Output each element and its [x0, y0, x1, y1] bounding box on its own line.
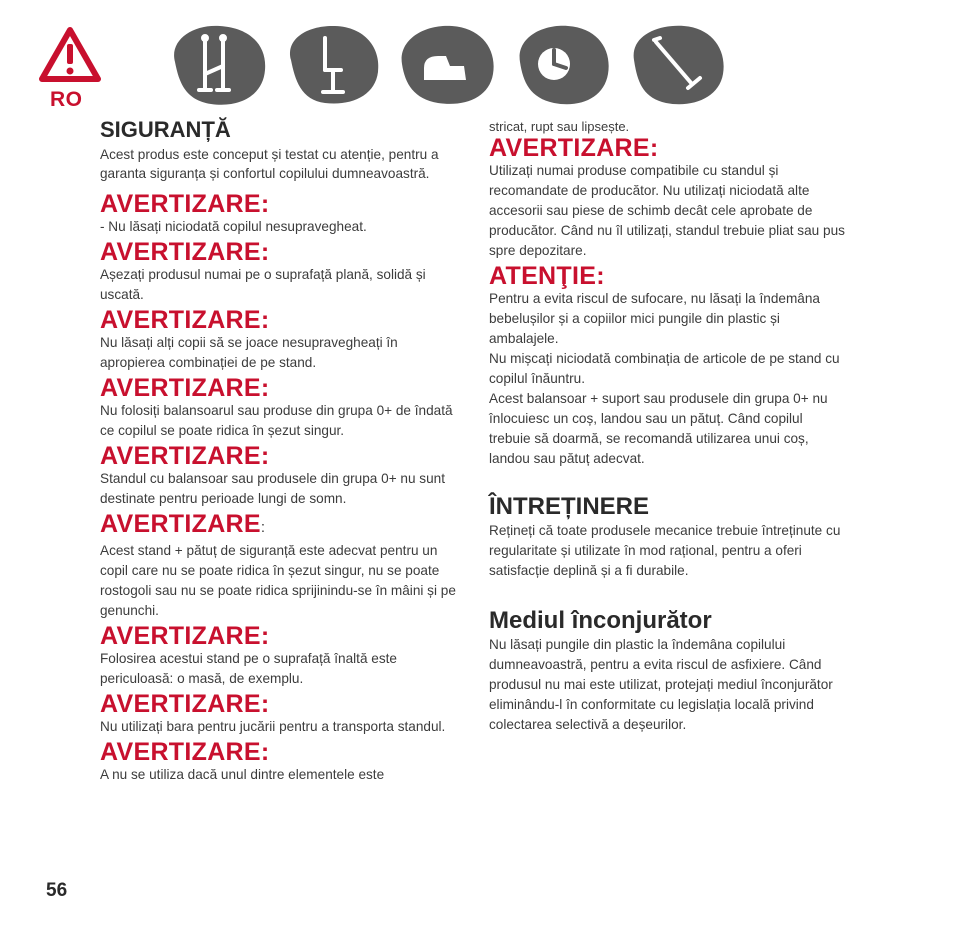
warning-text: Acest stand + pătuț de siguranță este adecvat pentru un copil care nu se poate ridica în șezut singur, nu se poate rostogoli sau nu se poate ridica sprijinindu-se în mâini și pe genunchi. — [100, 543, 456, 618]
warning-heading: AVERTIZARE: — [100, 374, 270, 402]
warning-label-suffix: : — [260, 519, 266, 536]
warning-heading: AVERTIZARE: — [100, 442, 270, 470]
clock-icon — [510, 22, 614, 106]
warning-text: A nu se utiliza dacă unul dintre elementele este — [100, 767, 385, 782]
environment-title: Mediul înconjurător — [489, 607, 712, 634]
stand-side-icon — [279, 22, 383, 106]
warning-text: Standul cu balansoar sau produsele din grupa 0+ nu sunt destinate pentru perioade lungi de somn. — [100, 471, 446, 506]
attention-text: Nu mișcați niciodată combinația de articole de pe stand cu copilul înăuntru. — [489, 351, 840, 386]
warning-heading: AVERTIZARE: — [100, 738, 270, 766]
maintenance-title: ÎNTREȚINERE — [489, 493, 650, 520]
warning-text: Folosirea acestui stand pe o suprafață înaltă este periculoasă: o masă, de exemplu. — [100, 651, 397, 686]
safety-intro: Acest produs este conceput și testat cu atenție, pentru a garanta siguranța și confortul copilului dumneavoastră. — [100, 147, 439, 181]
page-number: 56 — [46, 880, 68, 901]
attention-heading: ATENŢIE: — [489, 262, 605, 290]
right-column — [489, 118, 845, 735]
warning-label: AVERTIZARE — [100, 510, 261, 538]
stand-frame-icon — [165, 22, 269, 106]
environment-text: Nu lăsați pungile din plastic la îndemâna copilului dumneavoastră, pentru a evita riscul de asfixiere. Când produsul nu mai este utilizat, protejați mediul înconjurător eliminându-l în conformitate cu legislația locală privind colectarea selectivă a deșeurilor. — [489, 637, 833, 732]
warning-heading: AVERTIZARE: — [100, 238, 270, 266]
warning-heading: AVERTIZARE: — [489, 134, 659, 162]
warning-text: - Nu lăsați niciodată copilul nesupravegheat. — [100, 219, 367, 234]
safety-title: SIGURANȚĂ — [100, 117, 231, 142]
warning-triangle-icon — [38, 26, 102, 84]
attention-text: Acest balansoar + suport sau produsele din grupa 0+ nu înlocuiesc un coș, landou sau un pătuț. Când copilul trebuie să doarmă, se recomandă utilizarea unui coș, landou sau pătuț adecvat. — [489, 391, 828, 466]
warning-text: Utilizați numai produse compatibile cu standul și recomandate de producător. Nu utilizați niciodată alte accesorii sau piese de schimb decât cele aprobate de producător. Când nu îl utilizați, standul trebuie pliat sau pus spre depozitare. — [489, 163, 845, 258]
left-column — [100, 118, 456, 785]
maintenance-text: Rețineți că toate produsele mecanice trebuie întreținute cu regularitate și utilizate în mod rațional, pentru a oferi satisfacție deplină și a fi durabile. — [489, 523, 841, 578]
continued-text: stricat, rupt sau lipsește. — [489, 119, 630, 134]
folded-stand-icon — [624, 22, 728, 106]
warning-heading: AVERTIZARE: — [100, 306, 270, 334]
bassinet-icon — [394, 22, 498, 106]
attention-text: Pentru a evita riscul de sufocare, nu lăsați la îndemâna bebelușilor și a copiilor mici pungile din plastic și ambalajele. — [489, 291, 820, 346]
warning-heading: AVERTIZARE: — [100, 190, 270, 218]
warning-text: Nu folosiți balansoarul sau produse din grupa 0+ de îndată ce copilul se poate ridica în șezut singur. — [100, 403, 453, 438]
warning-text: Nu utilizați bara pentru jucării pentru a transporta standul. — [100, 719, 446, 734]
warning-heading: AVERTIZARE: — [100, 690, 270, 718]
language-code: RO — [50, 88, 83, 111]
warning-text: Nu lăsați alți copii să se joace nesupravegheați în apropierea combinației de pe stand. — [100, 335, 398, 370]
warning-heading: AVERTIZARE: — [100, 622, 270, 650]
warning-heading — [100, 511, 456, 541]
warning-text: Așezați produsul numai pe o suprafață plană, solidă și uscată. — [100, 267, 426, 302]
